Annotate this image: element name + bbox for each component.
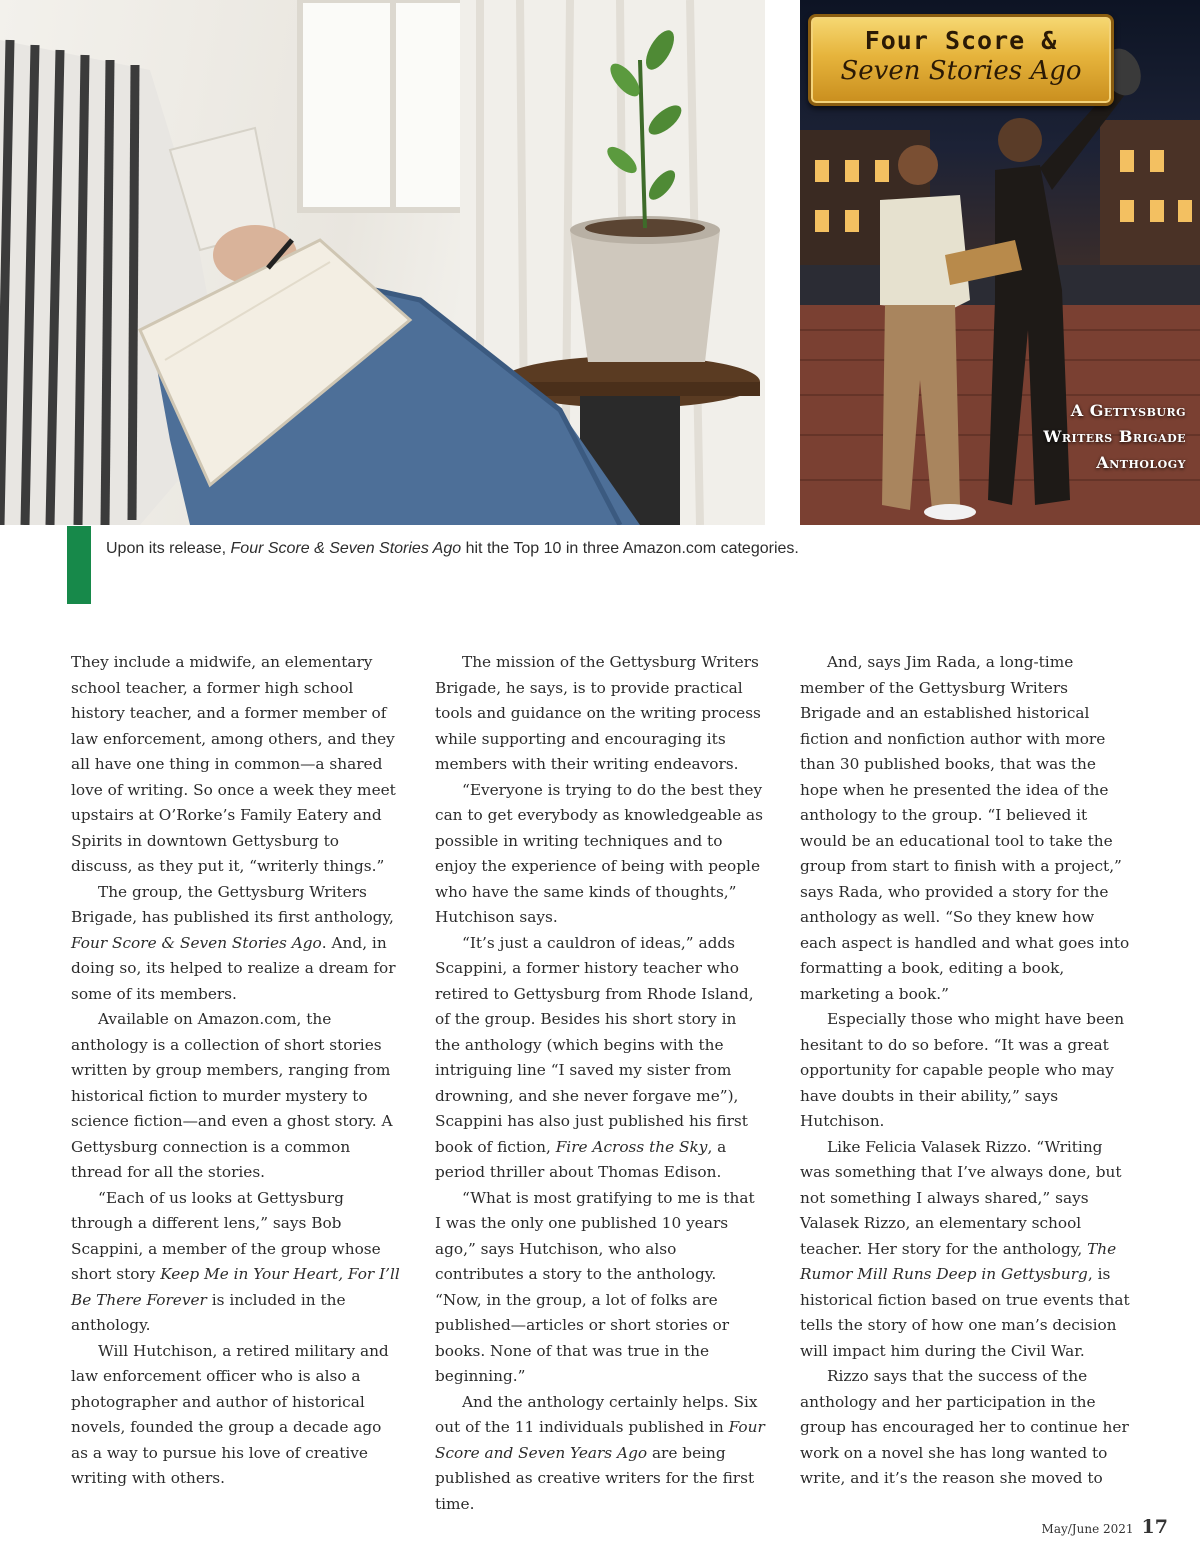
paragraph-text: . And, in doing so, its helped to realize a dream for some of its members. (71, 933, 396, 1003)
cover-subtitle-line2: Writers Brigade (1043, 427, 1186, 446)
paragraph: Rizzo says that the success of the anthology and her participation in the group has encouraged her to continue her work on a novel she has long wanted to write, and it’s the reason she moved to (800, 1367, 1129, 1487)
photo-woman-writing (0, 0, 765, 525)
story-title: The Rumor Mill Runs Deep in Gettysburg (800, 1239, 1117, 1283)
page-number: 17 (1141, 1516, 1168, 1538)
caption-text-after: hit the Top 10 in three Amazon.com categories. (461, 540, 799, 557)
book-cover (800, 0, 1200, 525)
book-title: Fire Across the Sky (555, 1137, 708, 1156)
paragraph: And, says Jim Rada, a long-time member of the Gettysburg Writers Brigade and an established historical fiction and nonfiction author with more than 30 published books, that was the hope when he presented the idea of the anthology to the group. “I believed it would be an educational tool to take the group from start to finish with a project,” says Rada, who provided a story for the anthology as well. “So they knew how each aspect is handled and what goes into formatting a book, editing a book, marketing a book.” (800, 653, 1130, 1003)
paragraph: “Everyone is trying to do the best they can to get everybody as knowledgeable as possible in writing techniques and to enjoy the experience of being with people who have the same kinds of thoughts,” Hutchison says. (435, 780, 764, 926)
article-column-1 (71, 650, 401, 1492)
paragraph (71, 880, 401, 1008)
cover-title-line1: Four Score & (864, 26, 1058, 55)
paragraph: Will Hutchison, a retired military and law enforcement officer who is also a photographer and author of historical novels, founded the group a decade ago as a way to pursue his love of creative writing with others. (71, 1341, 389, 1487)
paragraph-text: are being published as creative writers for the first time. (435, 1443, 755, 1513)
caption-text-before: Upon its release, (106, 540, 231, 557)
book-title: Four Score and Seven Years Ago (435, 1418, 765, 1462)
paragraph-text: The group, the Gettysburg Writers Brigade, has published its first anthology, (71, 882, 394, 926)
story-title: Keep Me in Your Heart, For I’ll Be There Forever (71, 1265, 400, 1309)
caption-accent-bar (67, 526, 91, 604)
photo-illustration (0, 0, 765, 525)
paragraph (800, 1135, 1130, 1365)
paragraph-text: , is historical fiction based on true events that tells the story of how one man’s decision will impact him during the Civil War. (800, 1265, 1130, 1360)
cover-subtitle-line1: A Gettysburg (1070, 401, 1186, 420)
photo-caption (106, 540, 1166, 558)
cover-subtitle-line3: Anthology (1096, 453, 1186, 472)
paragraph-text: , a period thriller about Thomas Edison. (435, 1137, 727, 1181)
paragraph (71, 1186, 401, 1339)
issue-date: May/June 2021 (1041, 1522, 1134, 1536)
paragraph-text: And the anthology certainly helps. Six out of the 11 individuals published in (435, 1392, 758, 1436)
article-column-3 (800, 650, 1130, 1492)
paragraph-text: is included in the anthology. (71, 1290, 346, 1334)
caption-book-title: Four Score & Seven Stories Ago (230, 540, 462, 557)
cover-title-plaque (808, 14, 1114, 106)
page-folio (1042, 1516, 1168, 1538)
paragraph (435, 1390, 765, 1518)
book-title: Four Score & Seven Stories Ago (71, 933, 322, 952)
paragraph: The mission of the Gettysburg Writers Brigade, he says, is to provide practical tools and guidance on the writing process while supporting and encouraging its members with their writing endeavors. (435, 653, 761, 773)
paragraph: They include a midwife, an elementary school teacher, a former high school history teacher, and a former member of law enforcement, among others, and they all have one thing in common—a shared love of writing. So once a week they meet upstairs at O’Rorke’s Family Eatery and Spirits in downtown Gettysburg to discuss, as they put it, “writerly things.” (71, 653, 396, 875)
paragraph: “What is most gratifying to me is that I was the only one published 10 years ago,” says Hutchison, who also contributes a story to the anthology. “Now, in the group, a lot of folks are published—articles or short stories or books. None of that was true in the beginning.” (435, 1188, 755, 1385)
paragraph: Available on Amazon.com, the anthology is a collection of short stories written by group members, ranging from historical fiction to murder mystery to science fiction—and even a ghost story. A Gettysburg connection is a common thread for all the stories. (71, 1010, 393, 1181)
paragraph (435, 931, 765, 1186)
cover-subtitle (966, 398, 1186, 476)
cover-title-line2: Seven Stories Ago (840, 56, 1082, 86)
article-column-2 (435, 650, 765, 1517)
paragraph-text: Like Felicia Valasek Rizzo. “Writing was something that I’ve always done, but not something I always shared,” says Valasek Rizzo, an elementary school teacher. Her story for the anthology, (800, 1137, 1122, 1258)
paragraph: Especially those who might have been hesitant to do so before. “It was a great opportunity for capable people who may have doubts in their ability,” says Hutchison. (800, 1010, 1125, 1130)
paragraph-text: “It’s just a cauldron of ideas,” adds Scappini, a former history teacher who retired to Gettysburg from Rhode Island, of the group. Besides his short story in the anthology (which begins with the intriguing line “I saved my sister from drowning, and she never forgave me”), Scappini has also just published his first book of fiction, (435, 933, 754, 1156)
paragraph-text: “Each of us looks at Gettysburg through a different lens,” says Bob Scappini, a member of the group whose short story (71, 1188, 381, 1283)
